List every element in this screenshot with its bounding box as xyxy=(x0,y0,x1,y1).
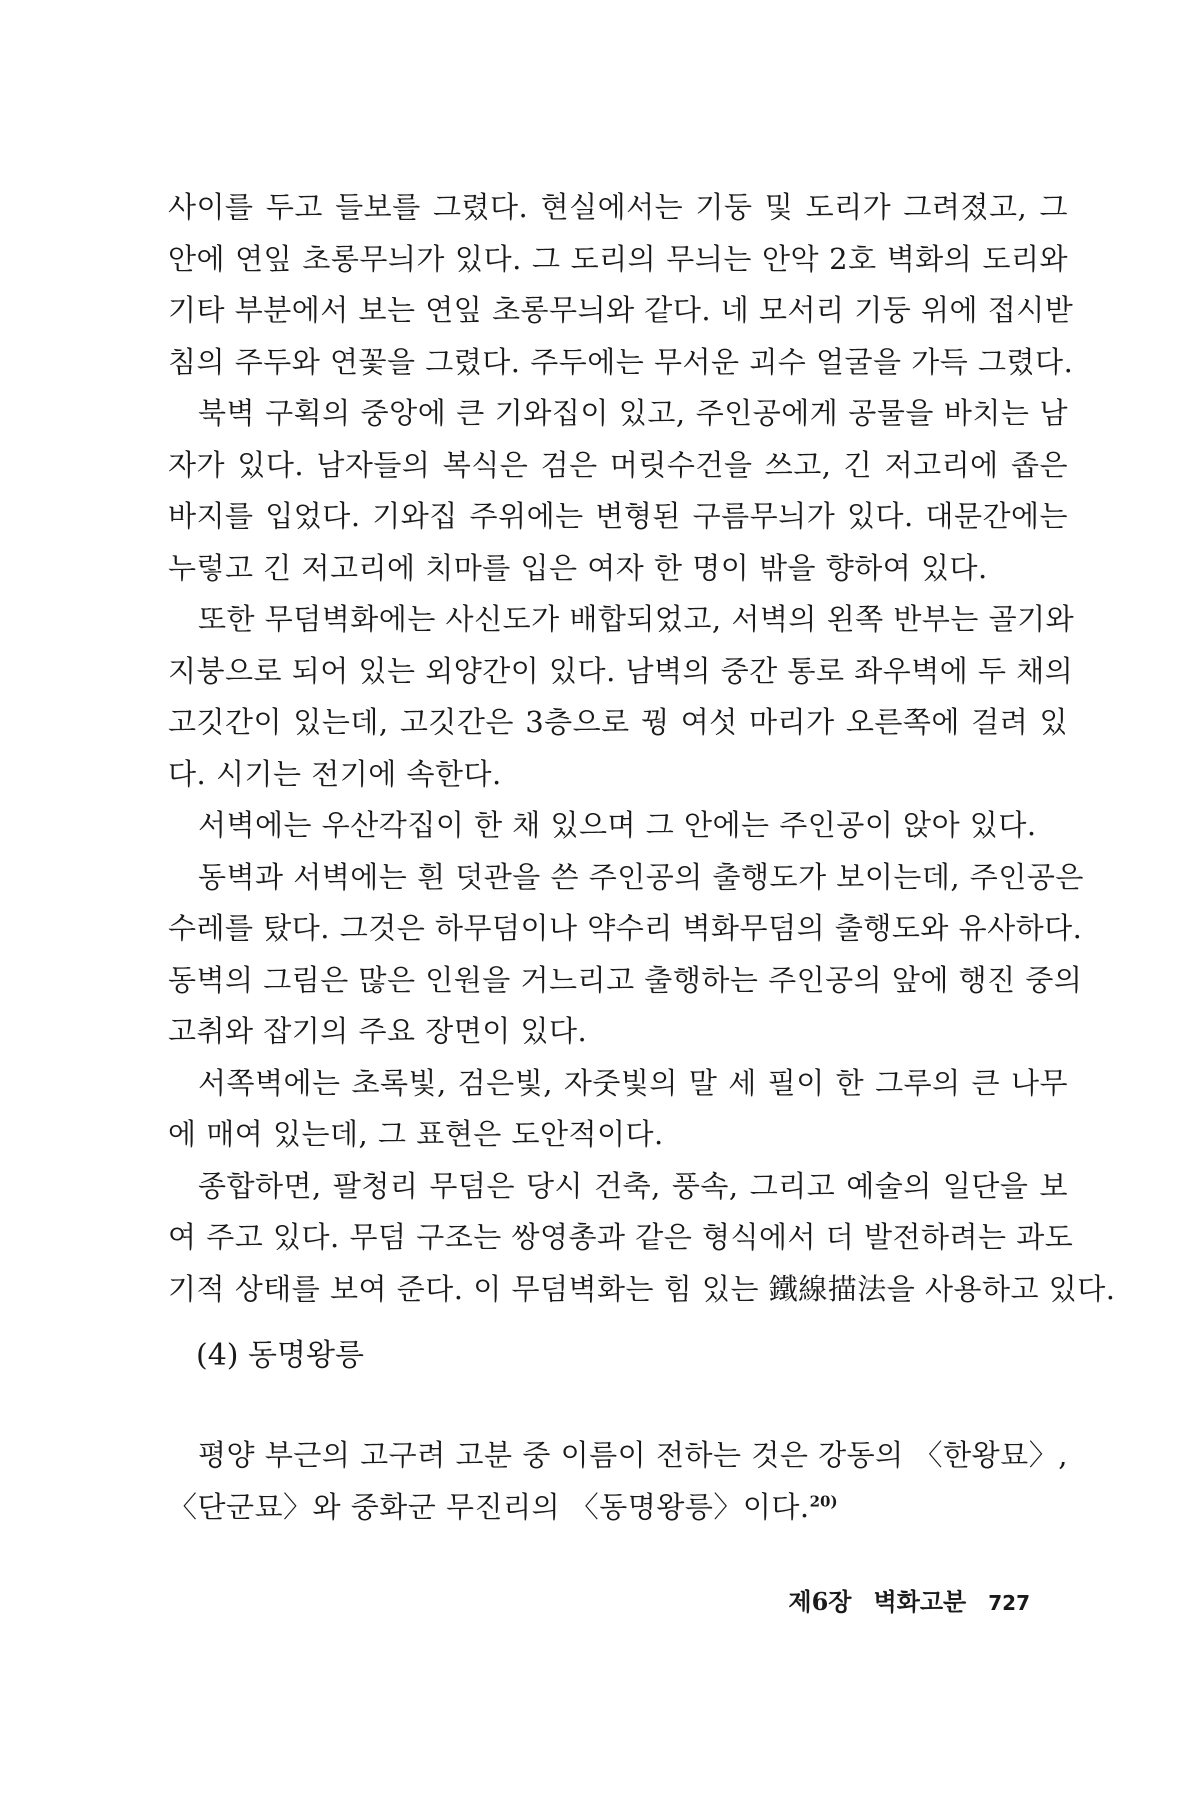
text-line: 침의 주두와 연꽃을 그렸다. 주두에는 무서운 괴수 얼굴을 가득 그렸다. xyxy=(168,344,1074,379)
text-line: 종합하면, 팔청리 무덤은 당시 건축, 풍속, 그리고 예술의 일단을 보 xyxy=(198,1168,1068,1203)
text-line: 지붕으로 되어 있는 외양간이 있다. 남벽의 중간 통로 좌우벽에 두 채의 xyxy=(168,653,1074,688)
footnote-reference: 20) xyxy=(809,1491,838,1510)
text-line: 다. 시기는 전기에 속한다. xyxy=(168,756,502,791)
text-line: 수레를 탔다. 그것은 하무덤이나 약수리 벽화무덤의 출행도와 유사하다. xyxy=(168,911,1083,945)
text-line: 자가 있다. 남자들의 복식은 검은 머릿수건을 쓰고, 긴 저고리에 좁은 xyxy=(168,447,1068,482)
page-footer xyxy=(788,1587,1030,1618)
body-text xyxy=(168,182,1116,1315)
text-line: 동벽과 서벽에는 흰 덧관을 쓴 주인공의 출행도가 보이는데, 주인공은 xyxy=(198,859,1084,894)
text-line: 바지를 입었다. 기와집 주위에는 변형된 구름무늬가 있다. 대문간에는 xyxy=(168,499,1068,533)
text-line: 여 주고 있다. 무덤 구조는 쌍영총과 같은 형식에서 더 발전하려는 과도 xyxy=(168,1220,1074,1254)
chapter-label: 제6장 xyxy=(788,1587,852,1616)
text-line: 동벽의 그림은 많은 인원을 거느리고 출행하는 주인공의 앞에 행진 중의 xyxy=(168,962,1083,997)
text-line: 또한 무덤벽화에는 사신도가 배합되었고, 서벽의 왼쪽 반부는 골기와 xyxy=(198,602,1075,636)
text-line: 에 매여 있는데, 그 표현은 도안적이다. xyxy=(168,1117,664,1151)
text-line: 고깃간이 있는데, 고깃간은 3층으로 꿩 여섯 마리가 오른쪽에 걸려 있 xyxy=(168,705,1068,739)
text-line: 북벽 구획의 중앙에 큰 기와집이 있고, 주인공에게 공물을 바치는 남 xyxy=(198,396,1068,430)
text-line: 서벽에는 우산각집이 한 채 있으며 그 안에는 주인공이 앉아 있다. xyxy=(198,808,1037,842)
text-line: 누렇고 긴 저고리에 치마를 입은 여자 한 명이 밖을 향하여 있다. xyxy=(168,550,988,585)
text-line xyxy=(168,1482,1068,1534)
text-line: 안에 연잎 초롱무늬가 있다. 그 도리의 무늬는 안악 2호 벽화의 도리와 xyxy=(168,241,1068,276)
text-line-content: 〈단군묘〉와 중화군 무진리의 〈동명왕릉〉이다. xyxy=(168,1489,810,1524)
text-line: 고취와 잡기의 주요 장면이 있다. xyxy=(168,1014,588,1048)
text-line: 기적 상태를 보여 준다. 이 무덤벽화는 힘 있는 鐵線描法을 사용하고 있다. xyxy=(168,1271,1116,1306)
section-heading: (4) 동명왕릉 xyxy=(196,1338,364,1373)
text-line: 서쪽벽에는 초록빛, 검은빛, 자줏빛의 말 세 필이 한 그루의 큰 나무 xyxy=(198,1065,1068,1100)
text-line: 평양 부근의 고구려 고분 중 이름이 전하는 것은 강동의 〈한왕묘〉, xyxy=(198,1438,1068,1472)
chapter-title: 벽화고분 xyxy=(873,1587,967,1616)
text-line: 기타 부분에서 보는 연잎 초롱무늬와 같다. 네 모서리 기둥 위에 접시받 xyxy=(168,293,1074,327)
page-number: 727 xyxy=(988,1591,1030,1615)
text-line: 사이를 두고 들보를 그렸다. 현실에서는 기둥 및 도리가 그려졌고, 그 xyxy=(168,190,1068,224)
section-text xyxy=(168,1430,1068,1533)
